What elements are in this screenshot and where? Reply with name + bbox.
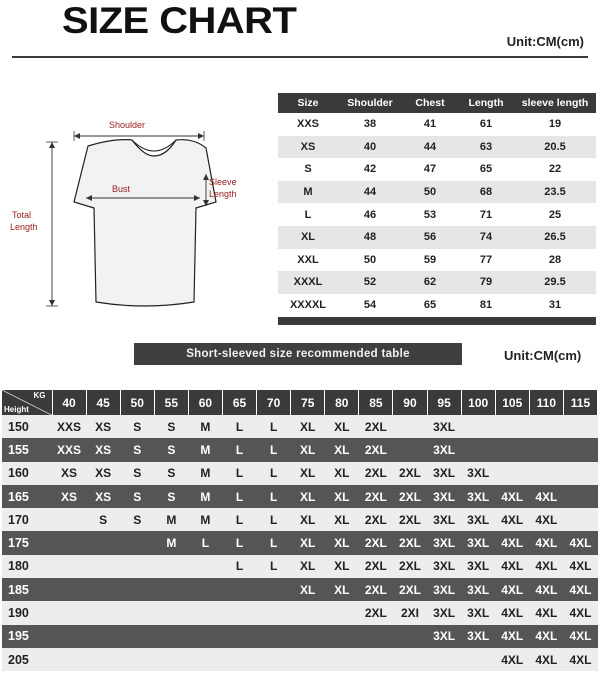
weight-header-cell: 110: [529, 390, 563, 415]
recommended-size-cell: 2XL: [393, 508, 427, 531]
recommended-size-cell: [52, 601, 86, 624]
spec-row: [278, 136, 596, 159]
recommended-size-cell: 3XL: [461, 578, 495, 601]
recommended-size-cell: [188, 555, 222, 578]
spec-value-cell: 68: [458, 181, 514, 204]
recommended-size-cell: 4XL: [495, 531, 529, 554]
recommended-size-cell: [86, 555, 120, 578]
recommended-size-cell: [86, 531, 120, 554]
recommended-size-cell: M: [188, 508, 222, 531]
weight-header-cell: 45: [86, 390, 120, 415]
recommended-size-cell: 4XL: [529, 601, 563, 624]
recommended-size-cell: [393, 415, 427, 438]
corner-kg-label: KG: [33, 391, 46, 400]
corner-height-label: Height: [4, 405, 29, 414]
recommended-size-cell: 2XL: [393, 555, 427, 578]
tshirt-outline: [74, 140, 216, 306]
recommended-size-cell: M: [188, 438, 222, 461]
recommended-size-cell: [325, 601, 359, 624]
bust-label: Bust: [112, 184, 131, 194]
recommended-size-cell: [427, 648, 461, 671]
weight-header-cell: 95: [427, 390, 461, 415]
recommended-size-cell: [359, 625, 393, 648]
recommended-size-cell: [495, 438, 529, 461]
recommended-size-cell: L: [222, 485, 256, 508]
recommended-size-cell: L: [257, 462, 291, 485]
recommended-size-cell: L: [222, 531, 256, 554]
recommended-size-cell: 4XL: [529, 531, 563, 554]
recommended-size-cell: [291, 648, 325, 671]
recommend-row: [2, 462, 598, 485]
spec-row: [278, 181, 596, 204]
recommended-size-cell: [359, 648, 393, 671]
recommended-size-cell: [529, 462, 563, 485]
recommended-size-cell: L: [188, 531, 222, 554]
recommended-size-cell: XL: [291, 485, 325, 508]
spec-size-cell: L: [278, 203, 338, 226]
recommended-size-cell: 3XL: [461, 462, 495, 485]
recommended-size-cell: XS: [86, 415, 120, 438]
recommended-size-cell: XL: [325, 578, 359, 601]
spec-value-cell: 63: [458, 136, 514, 159]
recommended-size-cell: [120, 625, 154, 648]
recommended-size-cell: [495, 415, 529, 438]
recommended-size-cell: L: [222, 555, 256, 578]
recommend-row: [2, 625, 598, 648]
recommended-size-cell: [222, 601, 256, 624]
recommended-size-cell: [257, 578, 291, 601]
recommended-size-cell: 3XL: [461, 508, 495, 531]
spec-value-cell: 23.5: [514, 181, 596, 204]
recommended-size-cell: 2XL: [359, 508, 393, 531]
recommend-table-body: [2, 390, 598, 671]
spec-value-cell: 62: [402, 271, 458, 294]
spec-header-sleeve-length: sleeve length: [514, 93, 596, 113]
recommended-size-cell: [529, 438, 563, 461]
recommended-size-cell: XS: [86, 438, 120, 461]
weight-header-row: [2, 390, 598, 415]
recommend-table-title: Short-sleeved size recommended table: [134, 343, 462, 365]
spec-header-row: [278, 93, 596, 113]
recommended-size-cell: [325, 648, 359, 671]
spec-value-cell: 50: [402, 181, 458, 204]
tshirt-diagram: [4, 112, 272, 322]
recommended-size-cell: 4XL: [495, 648, 529, 671]
spec-row: [278, 249, 596, 272]
shoulder-label: Shoulder: [109, 120, 146, 130]
recommended-size-cell: [393, 625, 427, 648]
height-cell: 195: [2, 625, 52, 648]
spec-value-cell: 31: [514, 294, 596, 317]
recommended-size-cell: [188, 578, 222, 601]
weight-header-cell: 105: [495, 390, 529, 415]
recommended-size-cell: 2XL: [359, 438, 393, 461]
recommended-size-cell: [52, 508, 86, 531]
recommended-size-cell: XXS: [52, 415, 86, 438]
recommended-size-cell: [120, 555, 154, 578]
recommended-size-cell: S: [154, 485, 188, 508]
recommended-size-cell: S: [120, 508, 154, 531]
recommended-size-cell: [461, 648, 495, 671]
recommended-size-cell: 4XL: [495, 625, 529, 648]
recommend-unit-label: Unit:CM(cm): [504, 348, 582, 363]
recommended-size-cell: [154, 578, 188, 601]
recommended-size-cell: S: [154, 415, 188, 438]
size-recommend-table: [2, 390, 598, 671]
recommended-size-cell: 3XL: [461, 531, 495, 554]
weight-header-cell: 55: [154, 390, 188, 415]
recommended-size-cell: [52, 648, 86, 671]
weight-header-cell: 115: [563, 390, 597, 415]
weight-header-cell: 50: [120, 390, 154, 415]
weight-header-cell: 85: [359, 390, 393, 415]
height-cell: 190: [2, 601, 52, 624]
recommended-size-cell: M: [188, 462, 222, 485]
recommended-size-cell: M: [188, 415, 222, 438]
recommended-size-cell: [222, 625, 256, 648]
recommended-size-cell: 2XL: [393, 485, 427, 508]
recommended-size-cell: [154, 601, 188, 624]
recommended-size-cell: 4XL: [529, 578, 563, 601]
recommended-size-cell: 4XL: [529, 508, 563, 531]
recommended-size-cell: L: [257, 508, 291, 531]
spec-size-cell: S: [278, 158, 338, 181]
height-cell: 185: [2, 578, 52, 601]
spec-size-cell: XXXL: [278, 271, 338, 294]
recommended-size-cell: [461, 438, 495, 461]
recommended-size-cell: [529, 415, 563, 438]
recommended-size-cell: [120, 648, 154, 671]
recommended-size-cell: [461, 415, 495, 438]
sleeve-label-line2: Length: [209, 189, 237, 199]
recommended-size-cell: XL: [325, 415, 359, 438]
recommended-size-cell: 4XL: [563, 625, 597, 648]
spec-value-cell: 50: [338, 249, 402, 272]
recommended-size-cell: 4XL: [495, 555, 529, 578]
spec-value-cell: 61: [458, 113, 514, 136]
recommended-size-cell: [86, 578, 120, 601]
spec-size-cell: XL: [278, 226, 338, 249]
spec-value-cell: 26.5: [514, 226, 596, 249]
recommended-size-cell: 3XL: [427, 601, 461, 624]
recommended-size-cell: [120, 601, 154, 624]
recommended-size-cell: XL: [291, 555, 325, 578]
recommended-size-cell: 4XL: [563, 555, 597, 578]
recommended-size-cell: [86, 625, 120, 648]
recommended-size-cell: [393, 438, 427, 461]
recommended-size-cell: 2XL: [393, 462, 427, 485]
recommended-size-cell: [52, 578, 86, 601]
spec-value-cell: 52: [338, 271, 402, 294]
recommended-size-cell: XL: [291, 531, 325, 554]
recommended-size-cell: M: [154, 531, 188, 554]
recommended-size-cell: S: [154, 462, 188, 485]
spec-value-cell: 20.5: [514, 136, 596, 159]
recommended-size-cell: [393, 648, 427, 671]
recommended-size-cell: 3XL: [427, 462, 461, 485]
recommended-size-cell: [563, 415, 597, 438]
recommended-size-cell: S: [120, 415, 154, 438]
recommended-size-cell: 2XL: [359, 462, 393, 485]
recommended-size-cell: 4XL: [529, 485, 563, 508]
recommended-size-cell: 4XL: [495, 601, 529, 624]
spec-value-cell: 56: [402, 226, 458, 249]
recommend-row: [2, 415, 598, 438]
spec-value-cell: 28: [514, 249, 596, 272]
total-length-label-line1: Total: [12, 210, 32, 220]
unit-label: Unit:CM(cm): [506, 34, 584, 49]
weight-header-cell: 40: [52, 390, 86, 415]
recommended-size-cell: 4XL: [529, 625, 563, 648]
recommended-size-cell: XL: [325, 462, 359, 485]
recommended-size-cell: [188, 625, 222, 648]
recommended-size-cell: [495, 462, 529, 485]
spec-value-cell: 74: [458, 226, 514, 249]
recommended-size-cell: [222, 578, 256, 601]
height-cell: 180: [2, 555, 52, 578]
weight-header-cell: 60: [188, 390, 222, 415]
recommended-size-cell: M: [188, 485, 222, 508]
title-divider: [12, 56, 588, 58]
weight-header-cell: 80: [325, 390, 359, 415]
spec-value-cell: 65: [402, 294, 458, 317]
weight-header-cell: 65: [222, 390, 256, 415]
recommended-size-cell: 3XL: [427, 578, 461, 601]
recommended-size-cell: L: [222, 462, 256, 485]
spec-row: [278, 226, 596, 249]
spec-value-cell: 71: [458, 203, 514, 226]
spec-table-footer-bar: [278, 317, 596, 325]
recommended-size-cell: 3XL: [427, 438, 461, 461]
recommended-size-cell: L: [257, 415, 291, 438]
height-cell: 165: [2, 485, 52, 508]
recommended-size-cell: 3XL: [461, 625, 495, 648]
recommended-size-cell: XL: [291, 508, 325, 531]
recommend-row: [2, 485, 598, 508]
recommended-size-cell: 4XL: [563, 648, 597, 671]
recommended-size-cell: XL: [325, 508, 359, 531]
recommended-size-cell: L: [257, 531, 291, 554]
spec-size-cell: XXL: [278, 249, 338, 272]
recommended-size-cell: [257, 648, 291, 671]
recommended-size-cell: [257, 625, 291, 648]
spec-value-cell: 46: [338, 203, 402, 226]
recommended-size-cell: 2XI: [393, 601, 427, 624]
corner-cell: [2, 390, 52, 415]
spec-value-cell: 44: [402, 136, 458, 159]
recommended-size-cell: 4XL: [563, 578, 597, 601]
recommended-size-cell: 2XL: [359, 531, 393, 554]
recommended-size-cell: 3XL: [427, 508, 461, 531]
recommend-row: [2, 531, 598, 554]
height-cell: 175: [2, 531, 52, 554]
recommended-size-cell: 3XL: [427, 485, 461, 508]
spec-value-cell: 19: [514, 113, 596, 136]
recommended-size-cell: S: [120, 485, 154, 508]
recommended-size-cell: XL: [291, 415, 325, 438]
recommended-size-cell: S: [120, 438, 154, 461]
recommended-size-cell: [86, 601, 120, 624]
recommended-size-cell: [52, 625, 86, 648]
recommended-size-cell: 4XL: [529, 648, 563, 671]
weight-header-cell: 90: [393, 390, 427, 415]
spec-value-cell: 48: [338, 226, 402, 249]
spec-value-cell: 77: [458, 249, 514, 272]
recommended-size-cell: XL: [291, 578, 325, 601]
recommended-size-cell: XS: [52, 485, 86, 508]
recommended-size-cell: 2XL: [359, 555, 393, 578]
spec-header-shoulder: Shoulder: [338, 93, 402, 113]
spec-value-cell: 54: [338, 294, 402, 317]
recommended-size-cell: 3XL: [461, 485, 495, 508]
recommended-size-cell: [154, 625, 188, 648]
recommended-size-cell: 3XL: [427, 531, 461, 554]
spec-value-cell: 53: [402, 203, 458, 226]
spec-row: [278, 271, 596, 294]
recommended-size-cell: XL: [325, 438, 359, 461]
recommended-size-cell: 3XL: [427, 415, 461, 438]
recommended-size-cell: 4XL: [563, 531, 597, 554]
recommended-size-cell: [563, 438, 597, 461]
recommended-size-cell: 3XL: [461, 555, 495, 578]
recommended-size-cell: XS: [86, 462, 120, 485]
height-cell: 160: [2, 462, 52, 485]
recommended-size-cell: 4XL: [529, 555, 563, 578]
spec-row: [278, 203, 596, 226]
spec-row: [278, 294, 596, 317]
recommended-size-cell: XL: [325, 531, 359, 554]
recommend-row: [2, 578, 598, 601]
recommended-size-cell: [563, 508, 597, 531]
recommended-size-cell: XXS: [52, 438, 86, 461]
recommended-size-cell: XL: [325, 485, 359, 508]
size-spec-table: [278, 93, 596, 316]
spec-table-body: [278, 113, 596, 316]
spec-size-cell: XXXXL: [278, 294, 338, 317]
recommended-size-cell: 4XL: [495, 508, 529, 531]
spec-value-cell: 44: [338, 181, 402, 204]
recommended-size-cell: L: [222, 415, 256, 438]
spec-value-cell: 65: [458, 158, 514, 181]
spec-value-cell: 59: [402, 249, 458, 272]
spec-value-cell: 41: [402, 113, 458, 136]
recommended-size-cell: 2XL: [359, 485, 393, 508]
recommended-size-cell: XL: [291, 462, 325, 485]
recommended-size-cell: 2XL: [393, 531, 427, 554]
recommended-size-cell: [120, 578, 154, 601]
spec-value-cell: 47: [402, 158, 458, 181]
height-cell: 170: [2, 508, 52, 531]
spec-row: [278, 158, 596, 181]
recommended-size-cell: [120, 531, 154, 554]
recommended-size-cell: XL: [325, 555, 359, 578]
recommended-size-cell: L: [257, 555, 291, 578]
spec-value-cell: 81: [458, 294, 514, 317]
spec-value-cell: 22: [514, 158, 596, 181]
recommended-size-cell: 2XL: [359, 578, 393, 601]
recommended-size-cell: 3XL: [427, 625, 461, 648]
recommended-size-cell: L: [257, 438, 291, 461]
recommended-size-cell: 4XL: [495, 485, 529, 508]
spec-size-cell: XXS: [278, 113, 338, 136]
recommended-size-cell: S: [154, 438, 188, 461]
recommended-size-cell: 2XL: [393, 578, 427, 601]
recommend-row: [2, 601, 598, 624]
recommended-size-cell: [222, 648, 256, 671]
spec-value-cell: 40: [338, 136, 402, 159]
height-cell: 205: [2, 648, 52, 671]
weight-header-cell: 70: [257, 390, 291, 415]
spec-size-cell: XS: [278, 136, 338, 159]
recommended-size-cell: [188, 648, 222, 671]
recommended-size-cell: M: [154, 508, 188, 531]
recommended-size-cell: 2XL: [359, 601, 393, 624]
total-length-label-line2: Length: [10, 222, 38, 232]
recommended-size-cell: L: [222, 438, 256, 461]
recommended-size-cell: [257, 601, 291, 624]
page-title: SIZE CHART: [62, 0, 297, 41]
spec-value-cell: 29.5: [514, 271, 596, 294]
recommended-size-cell: [325, 625, 359, 648]
recommended-size-cell: XL: [291, 438, 325, 461]
recommended-size-cell: 4XL: [495, 578, 529, 601]
recommended-size-cell: [52, 555, 86, 578]
recommended-size-cell: XS: [86, 485, 120, 508]
spec-header-chest: Chest: [402, 93, 458, 113]
recommended-size-cell: S: [86, 508, 120, 531]
recommended-size-cell: [86, 648, 120, 671]
spec-value-cell: 79: [458, 271, 514, 294]
recommended-size-cell: L: [222, 508, 256, 531]
weight-header-cell: 100: [461, 390, 495, 415]
spec-size-cell: M: [278, 181, 338, 204]
recommended-size-cell: 3XL: [461, 601, 495, 624]
recommend-row: [2, 438, 598, 461]
recommended-size-cell: L: [257, 485, 291, 508]
height-cell: 150: [2, 415, 52, 438]
recommended-size-cell: [291, 625, 325, 648]
recommended-size-cell: [188, 601, 222, 624]
weight-header-cell: 75: [291, 390, 325, 415]
recommended-size-cell: [563, 462, 597, 485]
recommended-size-cell: [154, 555, 188, 578]
spec-header-size: Size: [278, 93, 338, 113]
spec-row: [278, 113, 596, 136]
recommended-size-cell: [52, 531, 86, 554]
recommend-row: [2, 648, 598, 671]
spec-header-length: Length: [458, 93, 514, 113]
spec-value-cell: 42: [338, 158, 402, 181]
spec-value-cell: 38: [338, 113, 402, 136]
sleeve-label-line1: Sleeve: [209, 177, 237, 187]
recommended-size-cell: [563, 485, 597, 508]
recommended-size-cell: S: [120, 462, 154, 485]
recommended-size-cell: [291, 601, 325, 624]
recommended-size-cell: 4XL: [563, 601, 597, 624]
recommend-row: [2, 555, 598, 578]
recommended-size-cell: 2XL: [359, 415, 393, 438]
recommended-size-cell: XS: [52, 462, 86, 485]
spec-value-cell: 25: [514, 203, 596, 226]
recommended-size-cell: 3XL: [427, 555, 461, 578]
recommend-row: [2, 508, 598, 531]
recommended-size-cell: [154, 648, 188, 671]
height-cell: 155: [2, 438, 52, 461]
